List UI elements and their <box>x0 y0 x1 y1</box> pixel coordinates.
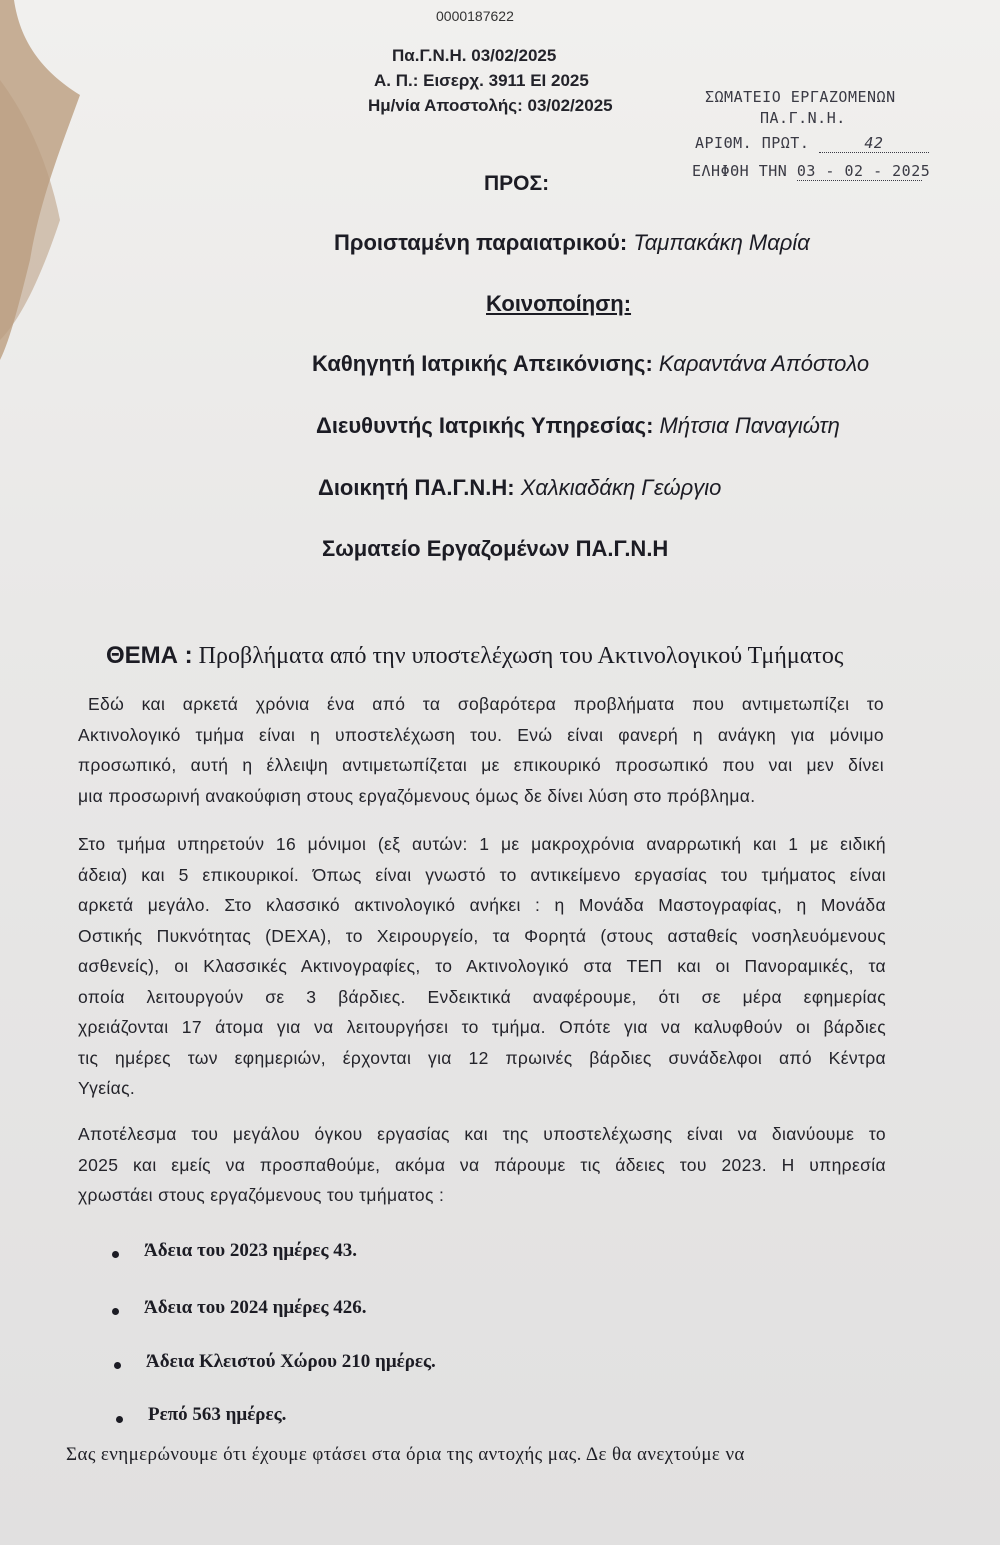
hospital-date-ref: Πα.Γ.Ν.Η. 03/02/2025 <box>392 46 557 65</box>
cc-name: Καραντάνα Απόστολο <box>658 351 870 376</box>
paragraph-line: Οστικής Πυκνότητας (DEXA), το Χειρουργείο, τα Φορητά (στους ασταθείς νοσηλευόμενους <box>78 925 886 946</box>
paragraph-line: Αποτέλεσμα του μεγάλου όγκου εργασίας και της υποστελέχωσης είναι να διανύουμε το <box>78 1124 886 1144</box>
paragraph-line: ασθενείς), οι Κλασσικές Ακτινογραφίες, το Ακτινολογικό στα ΤΕΠ και οι Πανοραμικές, τα <box>78 956 886 976</box>
to-heading: ΠΡΟΣ: <box>484 172 550 195</box>
cc-recipient <box>316 413 840 439</box>
stamp-hospital-name: ΠΑ.Γ.Ν.Η. <box>760 109 846 127</box>
main-recipient-role: Προισταμένη παραιατρικού: <box>334 230 628 255</box>
cc-role: Καθηγητή Ιατρικής Απεικόνισης: <box>312 351 653 376</box>
cc-name: Μήτσια Παναγιώτη <box>659 413 840 438</box>
paragraph-line: μια προσωρινή ανακούφιση στους εργαζόμενους όμως δε δίνει λύση στο πρόβλημα. <box>78 785 756 806</box>
stamp-protocol-value: 42 <box>819 134 929 153</box>
stamp-received <box>692 162 931 181</box>
paragraph-line: οποία λειτουργούν σε 3 βάρδιες. Ενδεικτικά αναφέρουμε, ότι σε μέρα εφημερίας <box>78 986 886 1007</box>
paragraph-line: προσωπικό, αυτή η έλλειψη αντιμετωπίζεται με επικουρικό προσωπικό που ναι μεν δίνει <box>78 755 884 775</box>
paragraph-line: 2025 και εμείς να προσπαθούμε, ακόμα να πάρουμε τις άδειες του 2023. Η υπηρεσία <box>78 1154 886 1175</box>
paragraph-line: χρειάζονται 17 άτομα για να λειτουργήσει το τμήμα. Οπότε για να καλυφθούν οι βάρδιες <box>78 1017 886 1037</box>
leave-item: Άδεια του 2023 ημέρες 43. <box>144 1240 358 1261</box>
send-date: Ημ/νία Αποστολής: 03/02/2025 <box>368 96 613 115</box>
leave-item: Άδεια του 2024 ημέρες 426. <box>144 1297 367 1318</box>
stamp-protocol <box>695 134 929 153</box>
leave-item: Ρεπό 563 ημέρες. <box>148 1404 287 1425</box>
cc-recipient <box>322 536 668 562</box>
stamp-received-label: ΕΛΗΦΘΗ ΤΗΝ <box>692 162 788 180</box>
paragraph-3 <box>78 1119 886 1211</box>
subject-text: Προβλήματα από την υποστελέχωση του Ακτινολογικού Τμήματος <box>198 643 844 669</box>
paragraph-2 <box>78 829 886 1104</box>
paragraph-line: χρωστάει στους εργαζόμενους του τμήματος : <box>78 1185 445 1205</box>
stamp-received-date: 03 - 02 - 2025 <box>796 162 931 180</box>
paragraph-line: Υγείας. <box>78 1078 136 1098</box>
paragraph-line: Εδώ και αρκετά χρόνια ένα από τα σοβαρότερα προβλήματα που αντιμετωπίζει το <box>88 694 884 714</box>
cc-role: Σωματείο Εργαζομένων ΠΑ.Γ.Ν.Η <box>322 536 669 561</box>
cc-name: Χαλκιαδάκη Γεώργιο <box>520 475 722 500</box>
stamp-union-name: ΣΩΜΑΤΕΙΟ ΕΡΓΑΖΟΜΕΝΩΝ <box>705 88 896 106</box>
paragraph-line: άδεια) και 5 επικουρικοί. Όπως είναι γνωστό το αντικείμενο εργασίας του τμήματος είναι <box>78 864 886 885</box>
main-recipient-name: Ταμπακάκη Μαρία <box>633 230 810 255</box>
cc-role: Διοικητή ΠΑ.Γ.Ν.Η: <box>318 475 515 500</box>
closing-sentence: Σας ενημερώνουμε ότι έχουμε φτάσει στα όρια της αντοχής μας. Δε θα ανεχτούμε να <box>66 1444 745 1465</box>
protocol-number: Α. Π.: Εισερχ. 3911 ΕΙ 2025 <box>374 71 589 90</box>
paragraph-line: τις ημέρες των εφημεριών, έρχονται για 12 πρωινές βάρδιες συνάδελφοι από Κέντρα <box>78 1047 886 1068</box>
cc-heading: Κοινοποίηση: <box>486 291 632 316</box>
subject-line <box>106 642 843 670</box>
stamp-protocol-label: ΑΡΙΘΜ. ΠΡΩΤ. <box>695 134 810 152</box>
cc-recipient <box>312 351 869 377</box>
bullet-icon <box>112 1251 119 1258</box>
paragraph-line: Στο τμήμα υπηρετούν 16 μόνιμοι (εξ αυτών: 1 με μακροχρόνια αναρρωτική και 1 με ειδική <box>78 834 886 854</box>
bullet-icon <box>112 1308 119 1315</box>
paragraph-line: Ακτινολογικό τμήμα είναι η υποστελέχωση του. Ενώ είναι φανερή η ανάγκη για μόνιμο <box>78 724 884 745</box>
bullet-icon <box>114 1362 121 1369</box>
subject-label: ΘΕΜΑ : <box>106 642 193 669</box>
paragraph-1 <box>78 689 884 811</box>
cc-recipient <box>318 475 721 501</box>
leave-item: Άδεια Κλειστού Χώρου 210 ημέρες. <box>146 1351 436 1372</box>
cc-role: Διευθυντής Ιατρικής Υπηρεσίας: <box>316 413 654 438</box>
main-recipient <box>334 230 810 256</box>
document-barcode-number: 0000187622 <box>436 8 514 24</box>
paragraph-line: αρκετά μεγάλο. Στο κλασσικό ακτινολογικό ανήκει : η Μονάδα Μαστογραφίας, η Μονάδα <box>78 895 886 915</box>
bullet-icon <box>116 1416 123 1423</box>
